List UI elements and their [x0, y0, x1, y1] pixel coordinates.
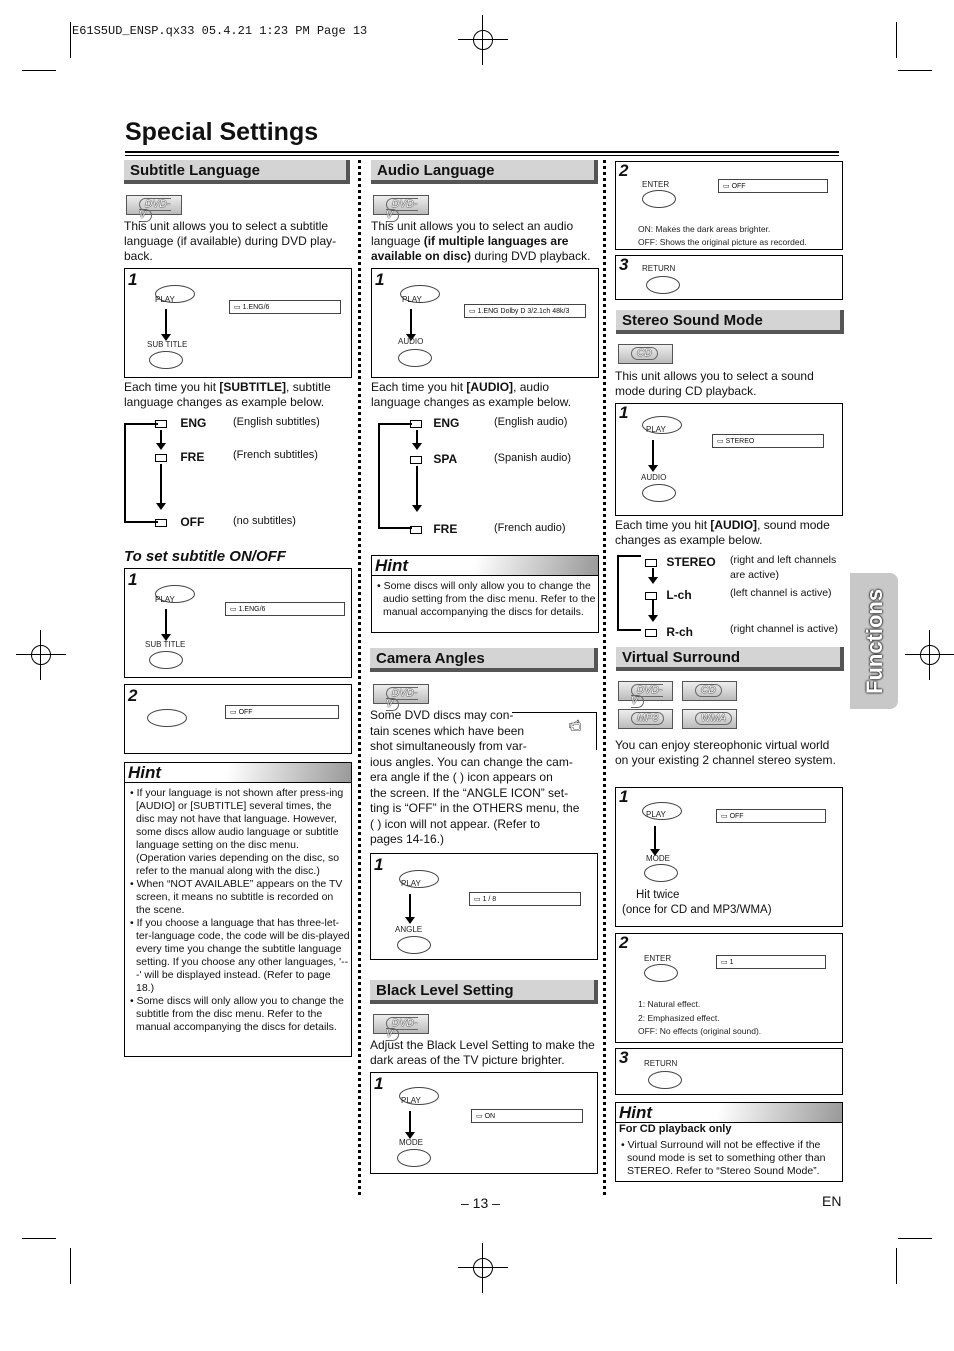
crop-mark — [898, 70, 932, 71]
cd-badge: CD — [682, 681, 737, 701]
subtitle-heading: Subtitle Language — [124, 160, 350, 184]
crop-mark — [896, 1248, 897, 1284]
list-item: L-ch — [645, 588, 692, 602]
subtitle-button-icon[interactable] — [149, 351, 183, 369]
wma-badge: WMA — [682, 709, 737, 729]
subtitle-step1-box: 1 PLAY SUB TITLE ▭ 1.ENG/6 — [124, 268, 352, 378]
osd-screen: ▭ 1 — [716, 955, 826, 969]
onoff-step1-box: 1 PLAY SUB TITLE ▭ 1.ENG/6 — [124, 568, 352, 678]
mode-button-icon[interactable] — [644, 864, 678, 882]
return-button-icon[interactable] — [646, 276, 680, 294]
cd-badge: CD — [618, 344, 673, 364]
registration-mark — [458, 1243, 508, 1293]
osd-screen: ▭ OFF — [716, 809, 826, 823]
page-number: – 13 – — [461, 1195, 500, 1211]
registration-mark — [905, 630, 954, 680]
title-rule — [125, 155, 839, 156]
mp3-badge: MP3 — [618, 709, 673, 729]
crop-mark — [22, 70, 56, 71]
list-item: OFF — [155, 515, 204, 529]
list-item: ENG — [410, 416, 459, 430]
list-item: FRE — [155, 450, 204, 464]
audio-button-icon[interactable] — [642, 484, 676, 502]
hint-list: • Virtual Surround will not be effective if the sound mode is set to something other than STEREO. Refer to “Stereo Sound Mode”. — [621, 1139, 826, 1177]
audio-button-icon[interactable] — [398, 349, 432, 367]
audio-hint-box — [371, 555, 599, 633]
crop-mark — [70, 22, 71, 58]
subtitle-hint-box — [124, 762, 352, 1057]
enter-button-icon[interactable] — [642, 190, 676, 208]
black-heading: Black Level Setting — [370, 980, 598, 1004]
list-item: STEREO — [645, 555, 716, 569]
subtitle-button-icon[interactable] — [149, 651, 183, 669]
angle-button-icon[interactable] — [397, 936, 431, 954]
stereo-desc: This unit allows you to select a sound mode during CD playback. — [615, 369, 814, 398]
dvd-badge: DVD-V — [618, 681, 673, 701]
mode-button-icon[interactable] — [397, 1149, 431, 1167]
arrow-down-icon — [165, 309, 167, 335]
hint-list: • If your language is not shown after press-ing [AUDIO] or [SUBTITLE] several times, the disc may not have that language. However, some discs allow audio language or subtitle language setting on the disc menu. (Operation varies depending on the disc, so refer to the manual along with the disc.) • When “NOT AVAILABLE” appears on the TV screen, it means no subtitle is recorded on the scene. • If you choose a language that has three-let-ter-language code, the code will be dis-played every time you change the subtitle language setting. If you choose any other languages, '---' will be displayed instead. (Refer to page 18.) • Some discs will only allow you to change the subtitle from the disc menu. Refer to the manual accompanying the discs for details. — [130, 787, 350, 1033]
print-info: E61S5UD_ENSP.qx33 05.4.21 1:23 PM Page 13 — [72, 24, 368, 38]
hint-title: Hint — [616, 1103, 842, 1123]
virtual-step1-box: 1 PLAY MODE ▭ OFF Hit twice (once for CD and MP3/WMA) — [615, 787, 843, 927]
hint-title: Hint — [372, 556, 598, 576]
step-number: 1 — [128, 270, 138, 289]
list-item: FRE — [410, 522, 457, 536]
osd-screen: ▭ ON — [471, 1109, 583, 1123]
page-title: Special Settings — [125, 118, 319, 146]
black-step3-box: 3 RETURN — [615, 255, 843, 300]
play-button-icon[interactable] — [147, 709, 187, 727]
crop-mark — [896, 22, 897, 58]
cycle-bracket — [617, 555, 641, 631]
osd-screen: ▭ 1.ENG/6 — [225, 602, 345, 616]
black-step1-box: 1 PLAY MODE ▭ ON — [370, 1072, 598, 1174]
cycle-bracket — [124, 423, 158, 523]
crop-mark — [22, 1238, 56, 1239]
subtitle-each-text: Each time you hit [SUBTITLE], subtitle language changes as example below. — [124, 380, 331, 409]
camera-step1-box: 1 PLAY ANGLE ▭ 1 / 8 — [370, 853, 598, 960]
osd-screen: ▭ STEREO — [712, 434, 824, 448]
audio-desc: This unit allows you to select an audio language (if multiple languages are available on disc) during DVD playback. — [371, 219, 591, 263]
osd-screen: ▭ OFF — [718, 179, 828, 193]
camera-icon: 📹︎ — [568, 720, 582, 732]
camera-desc: Some DVD discs may con- tain scenes which have been shot simultaneously from var- ious angles. You can change the cam- era angle if the ( ) icon appears on the screen. If the “ANGLE ICON” set- ting is “OFF” in the OTHERS menu, the ( ) icon will not appear. (Refer to pages 14-16.) — [370, 708, 580, 846]
virtual-step3-box: 3 RETURN — [615, 1048, 843, 1095]
dvd-badge: DVD-V — [373, 684, 429, 704]
list-item: R-ch — [645, 625, 693, 639]
onoff-title: To set subtitle ON/OFF — [124, 548, 286, 565]
functions-tab: Functions — [850, 573, 898, 709]
dvd-badge: DVD-V — [373, 1014, 429, 1034]
black-step2-box: 2 ENTER ▭ OFF ON: Makes the dark areas brighter. OFF: Shows the original picture as recorded. — [615, 161, 843, 250]
list-item: ENG — [155, 416, 206, 430]
virtual-hint-box — [615, 1102, 843, 1182]
stereo-each-text: Each time you hit [AUDIO], sound mode changes as example below. — [615, 518, 830, 547]
virtual-heading: Virtual Surround — [616, 647, 844, 671]
subtitle-desc: This unit allows you to select a subtitle language (if available) during DVD play-back. — [124, 219, 337, 263]
hint-subtitle: For CD playback only — [619, 1123, 732, 1135]
column-divider — [358, 160, 361, 1195]
return-button-icon[interactable] — [648, 1071, 682, 1089]
dvd-badge: DVD-V — [126, 195, 182, 215]
audio-heading: Audio Language — [371, 160, 598, 184]
title-rule — [125, 151, 839, 153]
onoff-step2-box: 2 ▭ OFF — [124, 684, 352, 754]
black-desc: Adjust the Black Level Setting to make the dark areas of the TV picture brighter. — [370, 1038, 595, 1067]
crop-mark — [70, 1248, 71, 1284]
stereo-heading: Stereo Sound Mode — [616, 310, 844, 334]
audio-step1-box: 1 PLAY AUDIO ▭ 1.ENG Dolby D 3/2.1ch 48k/3 — [371, 268, 599, 378]
language-code: EN — [822, 1193, 842, 1209]
virtual-step2-box: 2 ENTER ▭ 1 1: Natural effect. 2: Emphasized effect. OFF: No effects (original sound). — [615, 933, 843, 1043]
enter-button-icon[interactable] — [644, 964, 678, 982]
registration-mark — [458, 15, 508, 65]
cycle-bracket — [378, 423, 412, 529]
hint-title: Hint — [125, 763, 351, 783]
column-divider — [603, 160, 606, 1195]
hint-list: • Some discs will only allow you to change the audio setting from the disc menu. Refer to the manual accompanying the discs for details. — [377, 580, 596, 618]
virtual-desc: You can enjoy stereophonic virtual world on your existing 2 channel stereo system. — [615, 738, 836, 767]
osd-screen: ▭ 1 / 8 — [469, 892, 581, 906]
osd-screen: ▭ 1.ENG Dolby D 3/2.1ch 48k/3 — [464, 304, 586, 318]
audio-each-text: Each time you hit [AUDIO], audio language changes as example below. — [371, 380, 572, 409]
stereo-step1-box: 1 PLAY AUDIO ▭ STEREO — [615, 403, 843, 516]
osd-screen: ▭ 1.ENG/6 — [229, 300, 341, 314]
camera-heading: Camera Angles — [370, 648, 598, 672]
osd-screen: ▭ OFF — [225, 705, 339, 719]
registration-mark — [16, 630, 66, 680]
list-item: SPA — [410, 452, 457, 466]
dvd-badge: DVD-V — [373, 195, 429, 215]
crop-mark — [898, 1238, 932, 1239]
